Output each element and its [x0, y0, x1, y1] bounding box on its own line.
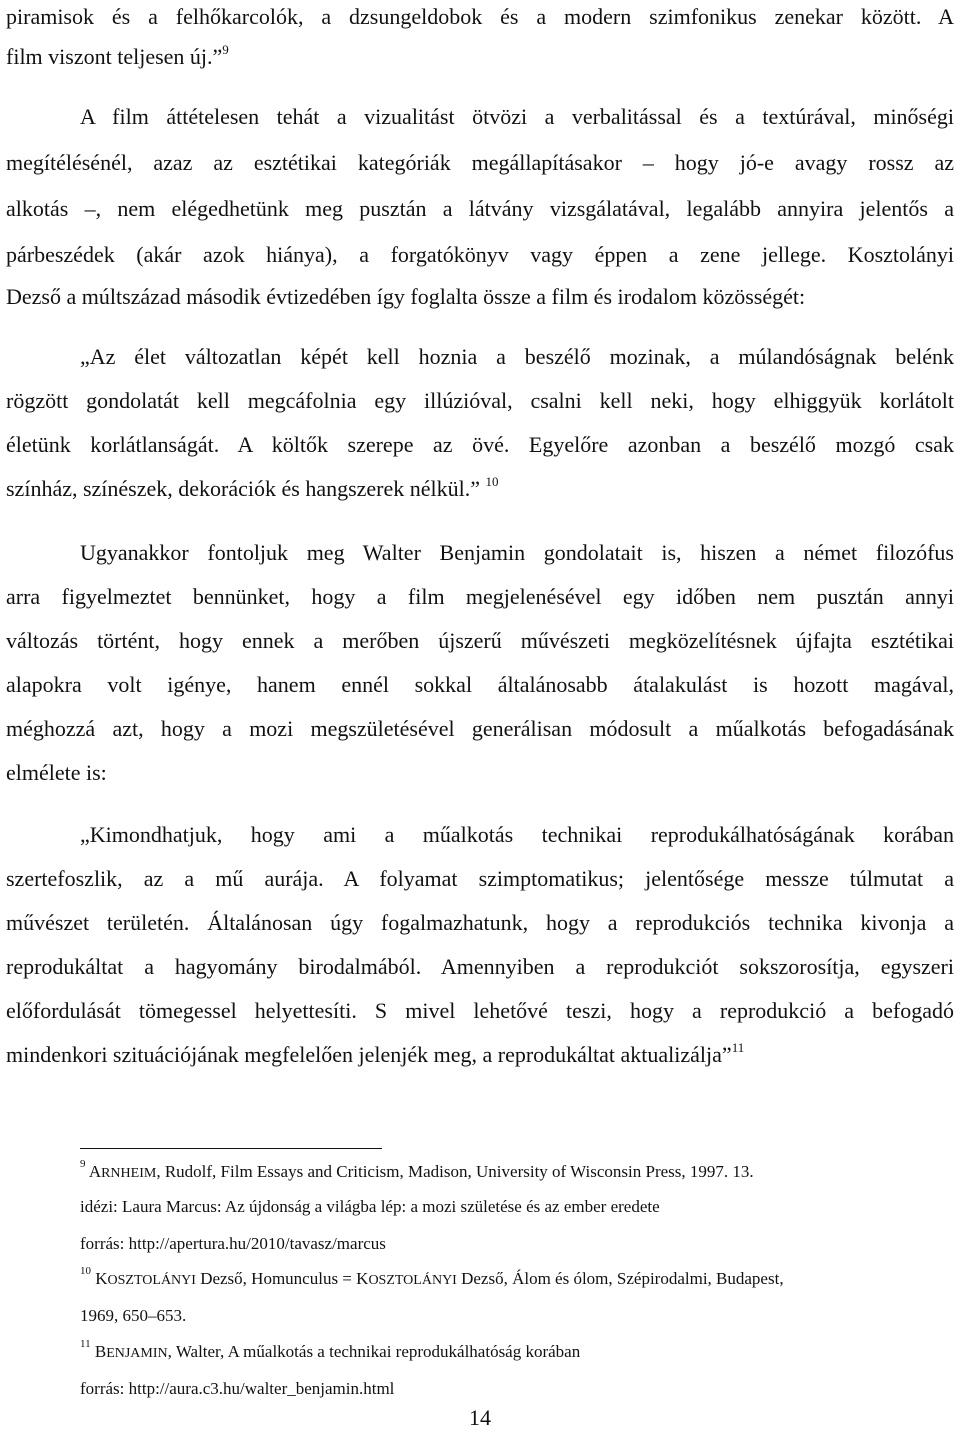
quote-text-line: szertefoszlik, az a mű aurája. A folyamat szimptomatikus; jelentősége messze túlmutat a	[6, 866, 954, 891]
quote-text-line: színház, színészek, dekorációk és hangszerek nélkül.” $^{10}$	[6, 473, 499, 501]
body-text-line: megítélésénél, azaz az esztétikai kategóriák megállapításakor – hogy jó-e avagy rossz az	[6, 150, 954, 175]
footnote-number: 9	[80, 1158, 86, 1171]
footnote-reference[interactable]: 11	[731, 1039, 745, 1055]
quote-text-line: mindenkori szituációjának megfelelően jelenjék meg, a reprodukáltat aktualizálja”$^{11}$	[6, 1039, 745, 1067]
quote-text-line: művészet területén. Általánosan úgy fogalmazhatunk, hogy a reprodukciós technika kivonja a	[6, 910, 954, 935]
body-text-line: arra figyelmeztet bennünket, hogy a film megjelenésével egy időben nem pusztán annyi	[6, 584, 954, 609]
footnote-10: $^{10}$ KOSZTOLÁNYI Dezső, Homunculus = KOSZTOLÁNYI Dezső, Álom és ólom, Szépirodalmi, Budapest,	[80, 1265, 784, 1288]
body-text-line: alapokra volt igénye, hanem ennél sokkal általánosabb átalakulást is hozott magával,	[6, 672, 954, 697]
body-text-line: Dezső a múltszázad második évtizedében így foglalta össze a film és irodalom közösségét:	[6, 284, 806, 309]
author-name: KOSZTOLÁNYI	[356, 1269, 457, 1288]
body-text-line: méghozzá azt, hogy a mozi megszületésével generálisan módosult a műalkotás befogadásának	[6, 716, 954, 741]
body-text-line: A film áttételesen tehát a vizualitást ötvözi a verbalitással és a textúrával, minőségi	[80, 104, 954, 129]
body-text-line: alkotás –, nem elégedhetünk meg pusztán a látvány vizsgálatával, legalább annyira jelentős a	[6, 196, 954, 221]
footnote-reference[interactable]: 10	[485, 473, 499, 489]
footnote-reference[interactable]: 9	[222, 41, 229, 57]
page-number: 14	[469, 1405, 491, 1430]
body-text-line: Ugyanakkor fontoljuk meg Walter Benjamin gondolatait is, hiszen a német filozófus	[80, 540, 954, 565]
quote-text-line: előfordulását tömegessel helyettesíti. S mivel lehetővé teszi, hogy a reprodukció a befogadó	[6, 998, 954, 1023]
author-name: KOSZTOLÁNYI	[95, 1269, 196, 1288]
quote-text-line: reprodukáltat a hagyomány birodalmából. Amennyiben a reprodukciót sokszorosítja, egyszeri	[6, 954, 954, 979]
body-text-line: párbeszédek (akár azok hiánya), a forgatókönyv vagy éppen a zene jellege. Kosztolányi	[6, 242, 954, 267]
footnote-line: idézi: Laura Marcus: Az újdonság a világba lép: a mozi születése és az ember eredete	[80, 1197, 660, 1216]
footnote-9: $^9$ ARNHEIM, Rudolf, Film Essays and Criticism, Madison, University of Wisconsin Press, 1997. 13.	[80, 1158, 754, 1181]
body-text-line: elmélete is:	[6, 760, 107, 785]
footnote-separator	[80, 1148, 382, 1149]
body-text-line: piramisok és a felhőkarcolók, a dzsungeldobok és a modern szimfonikus zenekar között. A	[6, 4, 954, 29]
quote-text-line: „Kimondhatjuk, hogy ami a műalkotás technikai reprodukálhatóságának korában	[80, 822, 954, 847]
footnote-11: $^{11}$ BENJAMIN, Walter, A műalkotás a technikai reprodukálhatóság korában	[80, 1338, 581, 1361]
footnote-line: 1969, 650–653.	[80, 1306, 187, 1325]
footnote-source-link[interactable]: forrás: http://aura.c3.hu/walter_benjamin.html	[80, 1379, 395, 1398]
body-text-line: változás történt, hogy ennek a merőben újszerű művészeti megközelítésnek újfajta esztétikai	[6, 628, 954, 653]
quote-text-line: életünk korlátlanságát. A költők szerepe az övé. Egyelőre azonban a beszélő mozgó csak	[6, 432, 954, 457]
body-text-line: film viszont teljesen új.”$^9$	[6, 41, 229, 69]
footnote-number: 11	[80, 1338, 91, 1351]
author-name: ARNHEIM	[88, 1162, 157, 1181]
author-name: BENJAMIN	[94, 1342, 168, 1361]
quote-text-line: „Az élet változatlan képét kell hoznia a beszélő mozinak, a múlandóságnak belénk	[80, 344, 954, 369]
footnote-source-link[interactable]: forrás: http://apertura.hu/2010/tavasz/marcus	[80, 1234, 386, 1253]
quote-text-line: rögzött gondolatát kell megcáfolnia egy illúzióval, csalni kell neki, hogy elhiggyük korlátolt	[6, 388, 954, 413]
footnote-number: 10	[80, 1265, 91, 1278]
